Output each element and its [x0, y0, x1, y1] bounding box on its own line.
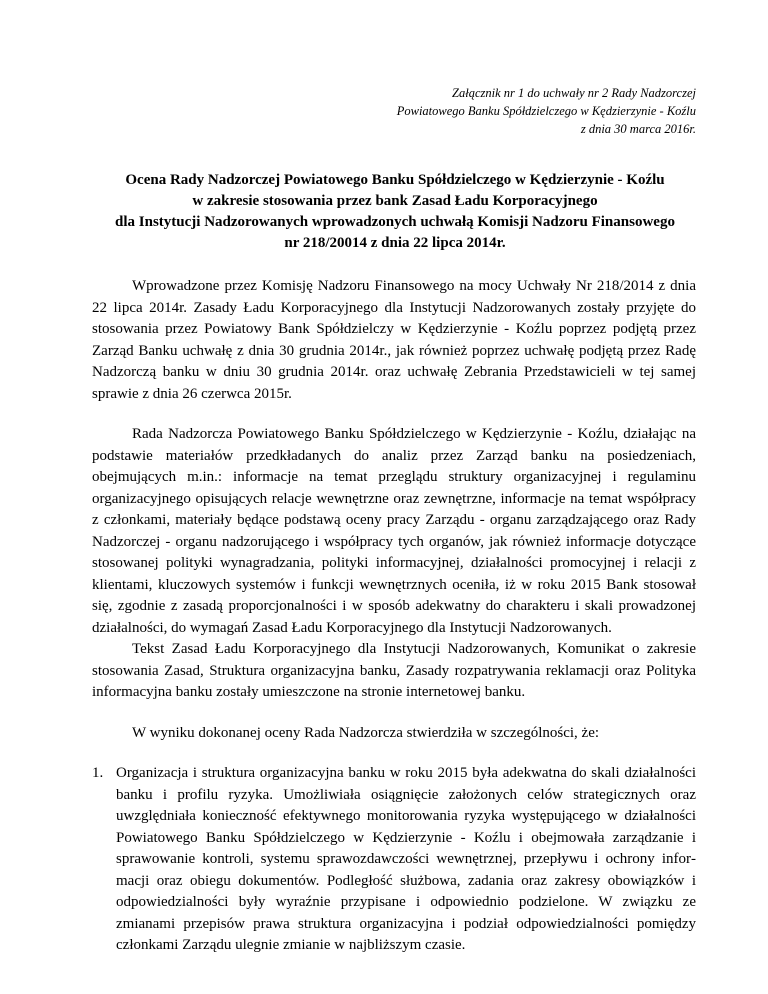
paragraph: Tekst Zasad Ładu Korporacyjnego dla Instytucji Nadzorowanych, Komunikat o zakresie stosowania Zasad, Struktura organizacyjna banku, Zasady rozpatrywania reklamacji oraz Polityka informacyjna banku zostały umieszczone na stronie internetowej banku. — [92, 641, 696, 700]
list-item-text: Organizacja i struktura organizacyjna banku w roku 2015 była adekwatna do skali działalności banku i profilu ryzyka. Umożliwiała osiągnięcie założonych celów strategicznych oraz uwzględniała konieczność efektywnego monitorowania ryzyka występującego w działalności Powiatowego Banku Spółdzielczego w Kędzierzynie - Koźlu i obejmowała zarządzanie i sprawowanie kontroli, systemu sprawozdawczości wewnętrznej, przepływu i ochrony informacji oraz obiegu dokumentów. Podległość służbowa, zadania oraz zakresy obowiązków i odpowiedzialności były wyraźnie przypisane i odpowiednio podzielone. W związku ze zmianami przepisów prawa struktura organizacyjna i podział odpowiedzialności pomiędzy członkami Zarządu ulegnie zmianie w najbliższym czasie. — [116, 765, 696, 953]
title-line: Ocena Rady Nadzorczej Powiatowego Banku Spółdzielczego w Kędzierzynie - Koźlu — [125, 172, 665, 188]
title-line: w zakresie stosowania przez bank Zasad Ładu Korporacyjnego — [192, 193, 598, 209]
title-line: dla Instytucji Nadzorowanych wprowadzonych uchwałą Komisji Nadzoru Finansowego — [115, 214, 675, 230]
title-line: nr 218/20014 z dnia 22 lipca 2014r. — [284, 235, 506, 251]
document-title — [92, 170, 698, 254]
paragraph: Rada Nadzorcza Powiatowego Banku Spółdzielczego w Kędzierzynie - Koźlu, działając na podstawie materiałów przedkładanych do analiz przez Zarząd banku na posiedzeniach, obejmujących m.in.: informacje na temat przeglądu struktury organizacyjnej i regulaminu organizacyjnego opisujących relacje wewnętrzne oraz zewnętrzne, informacje na temat współpracy z członkami, materiały będące podstawą oceny pracy Zarządu - organu zarządzającego oraz Rady Nadzorczej - organu nadzorującego i współpracy tych organów, jak również informacje dotyczące stosowanej polityki wynagradzania, polityki informacyjnej, działalności promocyjnej i relacji z klientami, kluczowych systemów i funkcji wewnętrznych oceniła, iż w roku 2015 Bank stosował się, zgodnie z zasadą proporcjonalności i w sposób adekwatny do charakteru i skali prowadzonej działalności, do wymagań Zasad Ładu Korporacyjnego dla Instytucji Nadzorowanych. — [92, 426, 696, 636]
paragraph: Wprowadzone przez Komisję Nadzoru Finansowego na mocy Uchwały Nr 218/2014 z dnia 22 lipca 2014r. Zasady Ładu Korporacyjnego dla Instytucji Nadzorowanych zostały przyjęte do stosowania przez Powiatowy Bank Spółdzielczy w Kędzierzynie - Koźlu poprzez podjętą przez Zarząd Banku uchwałę z dnia 30 grudnia 2014r., jak również poprzez uchwałę podjętą przez Radę Nadzorczą banku w dniu 30 grudnia 2014r. oraz uchwałę Zebrania Przedstawicieli w tej samej sprawie z dnia 26 czerwca 2015r. — [92, 278, 696, 402]
attachment-note-line: Powiatowego Banku Spółdzielczego w Kędzierzynie - Koźlu — [396, 104, 696, 118]
list-item — [92, 763, 696, 957]
paragraph: W wyniku dokonanej oceny Rada Nadzorcza stwierdziła w szczególności, że: — [132, 724, 600, 741]
list-item-number: 1. — [92, 765, 104, 781]
attachment-note-date: z dnia 30 marca 2016r. — [580, 122, 696, 136]
findings-list — [92, 763, 696, 957]
document-body — [92, 276, 696, 957]
attachment-note-line: Załącznik nr 1 do uchwały nr 2 Rady Nadzorczej — [452, 86, 696, 100]
attachment-note — [336, 84, 696, 138]
